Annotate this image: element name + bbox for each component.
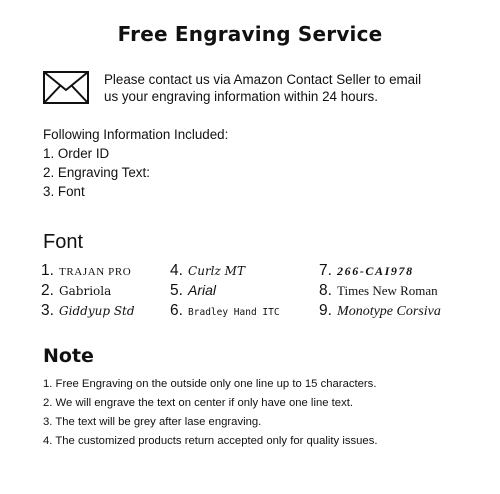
font-sample: Times New Roman xyxy=(337,283,438,298)
font-option xyxy=(319,300,441,320)
font-sample: Arial xyxy=(188,282,217,298)
font-sample: 266-CAI978 xyxy=(337,264,414,278)
font-sample: Curlz MT xyxy=(188,264,245,278)
font-sample: Bradley Hand ITC xyxy=(188,307,280,318)
font-number: 3. xyxy=(41,302,54,319)
info-item: 2. Engraving Text: xyxy=(43,165,150,180)
font-number: 8. xyxy=(319,282,332,299)
font-option xyxy=(170,300,280,320)
font-option xyxy=(170,260,245,280)
font-option xyxy=(41,280,111,300)
font-number: 1. xyxy=(41,262,54,279)
font-option xyxy=(319,260,414,280)
note-item: 1. Free Engraving on the outside only one line up to 15 characters. xyxy=(43,378,377,390)
info-item: 3. Font xyxy=(43,184,85,199)
font-number: 9. xyxy=(319,302,332,319)
font-number: 2. xyxy=(41,282,54,299)
font-number: 6. xyxy=(170,302,183,319)
font-option xyxy=(170,280,216,300)
font-number: 5. xyxy=(170,282,183,299)
envelope-icon xyxy=(43,71,89,104)
info-heading: Following Information Included: xyxy=(43,127,229,142)
font-heading: Font xyxy=(43,231,84,253)
note-heading: Note xyxy=(43,345,94,367)
font-sample: Monotype Corsiva xyxy=(337,304,441,319)
font-option xyxy=(41,300,135,320)
contact-line-2: us your engraving information within 24 hours. xyxy=(104,89,378,104)
contact-instructions xyxy=(104,71,494,105)
page-title: Free Engraving Service xyxy=(117,22,383,46)
info-item: 1. Order ID xyxy=(43,146,110,161)
note-list xyxy=(43,375,498,451)
font-number: 7. xyxy=(319,262,332,279)
font-sample: TRAJAN PRO xyxy=(59,266,132,278)
font-option xyxy=(319,280,438,300)
font-option xyxy=(41,260,131,280)
contact-line-1: Please contact us via Amazon Contact Seller to email xyxy=(104,72,422,87)
font-number: 4. xyxy=(170,262,183,279)
font-sample: Giddyup Std xyxy=(59,304,135,318)
note-item: 2. We will engrave the text on center if only have one line text. xyxy=(43,397,354,409)
info-section xyxy=(43,125,228,201)
note-item: 3. The text will be grey after lase engraving. xyxy=(43,416,262,428)
font-sample: Gabriola xyxy=(59,284,112,298)
note-item: 4. The customized products return accepted only for quality issues. xyxy=(43,435,378,447)
font-list xyxy=(41,258,500,322)
